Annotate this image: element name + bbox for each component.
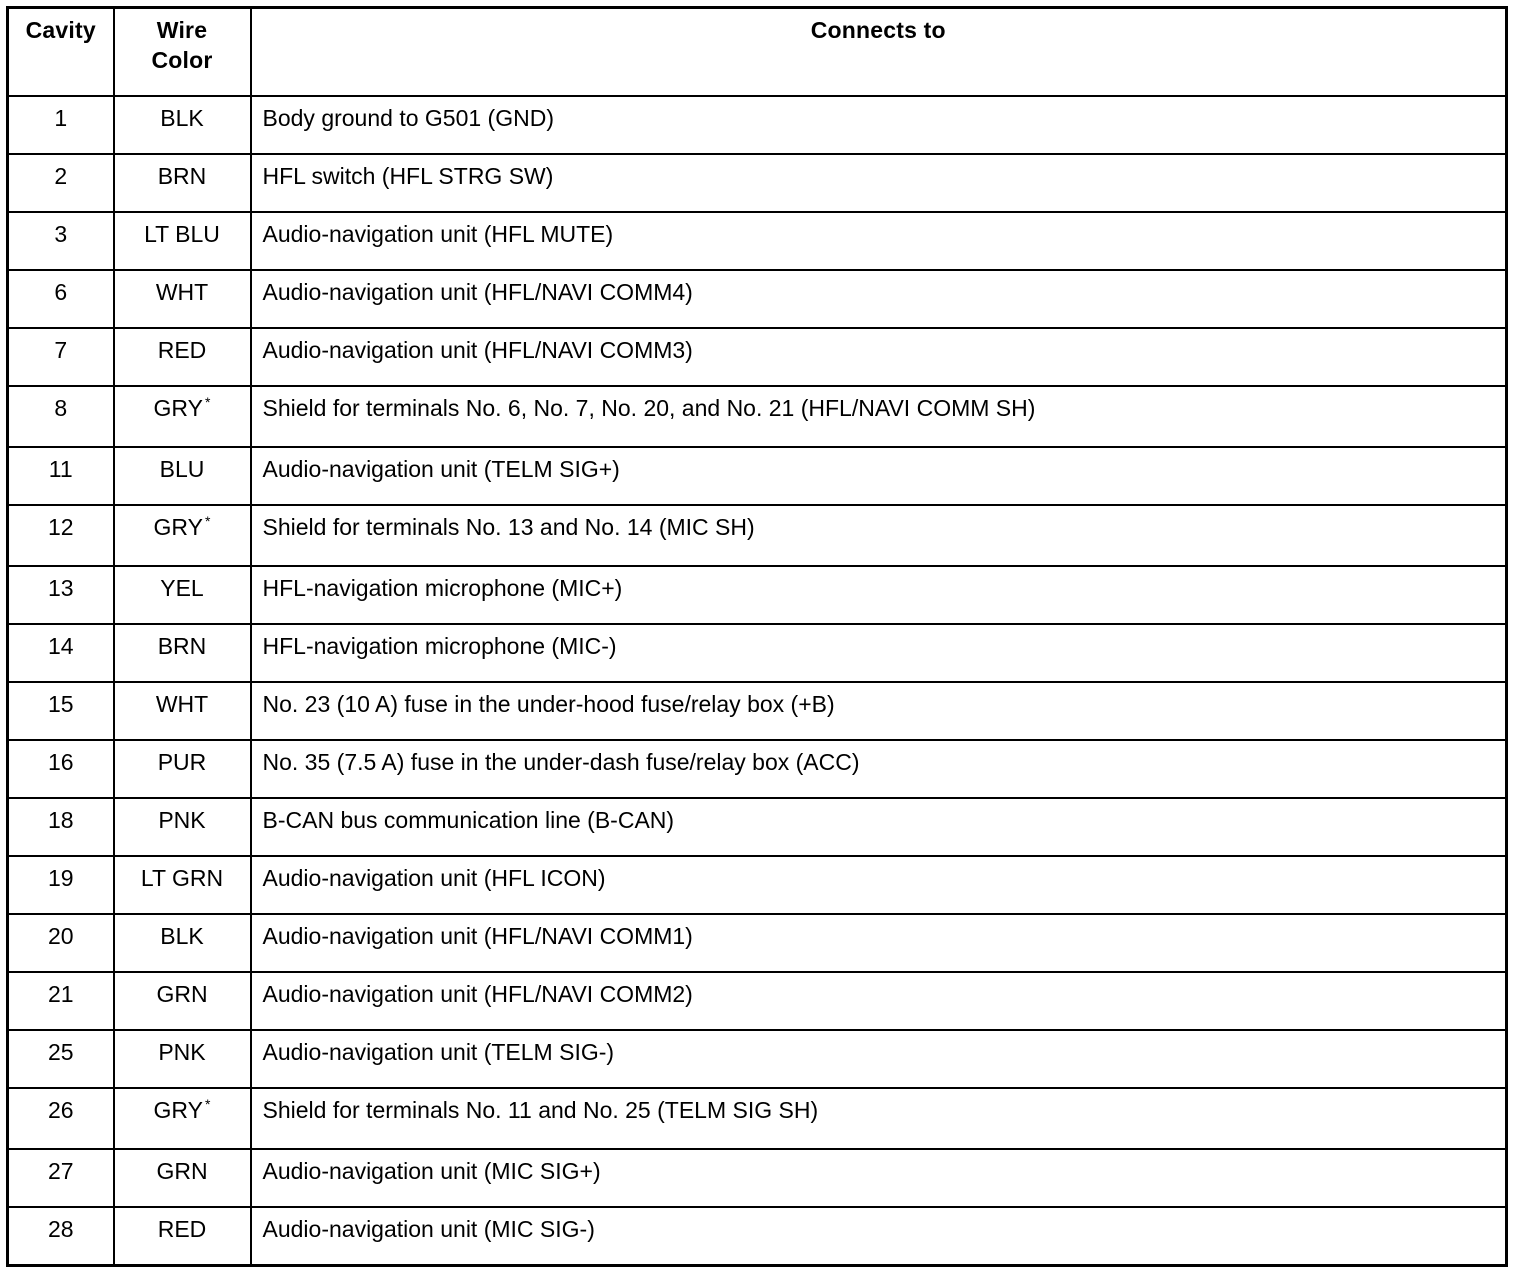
connects-to-cell: Audio-navigation unit (HFL/NAVI COMM2) <box>251 972 1507 1030</box>
cavity-cell: 1 <box>8 96 114 154</box>
table-row <box>8 624 1507 682</box>
shield-note-asterisk: * <box>204 513 211 530</box>
header-cavity: Cavity <box>8 8 114 97</box>
connects-to-cell: Shield for terminals No. 11 and No. 25 (TELM SIG SH) <box>251 1088 1507 1149</box>
cavity-cell: 19 <box>8 856 114 914</box>
table-row <box>8 1207 1507 1266</box>
wire-color-cell <box>114 682 251 740</box>
connects-to-cell: Body ground to G501 (GND) <box>251 96 1507 154</box>
connects-to-cell: Audio-navigation unit (HFL/NAVI COMM4) <box>251 270 1507 328</box>
connects-to-cell: Audio-navigation unit (MIC SIG+) <box>251 1149 1507 1207</box>
wire-color-label: BLK <box>160 923 204 949</box>
wire-color-cell <box>114 386 251 447</box>
wire-color-label: PUR <box>157 749 207 775</box>
wire-color-cell <box>114 624 251 682</box>
cavity-cell: 6 <box>8 270 114 328</box>
cavity-cell: 14 <box>8 624 114 682</box>
cavity-cell: 12 <box>8 505 114 566</box>
table-row <box>8 505 1507 566</box>
wire-color-label: GRY <box>153 395 203 421</box>
wire-color-label: GRN <box>156 1158 208 1184</box>
connects-to-cell: Audio-navigation unit (HFL/NAVI COMM1) <box>251 914 1507 972</box>
connects-to-cell: No. 35 (7.5 A) fuse in the under-dash fuse/relay box (ACC) <box>251 740 1507 798</box>
table-row <box>8 1149 1507 1207</box>
header-wire-color <box>114 8 251 97</box>
wire-color-cell <box>114 154 251 212</box>
wire-color-cell <box>114 270 251 328</box>
wire-color-cell <box>114 328 251 386</box>
wire-color-label: PNK <box>158 807 206 833</box>
wire-color-cell <box>114 1149 251 1207</box>
header-wire-color-line2: Color <box>151 47 213 73</box>
cavity-cell: 26 <box>8 1088 114 1149</box>
cavity-cell: 7 <box>8 328 114 386</box>
shield-note-asterisk: * <box>204 394 211 411</box>
wire-color-cell <box>114 505 251 566</box>
wire-color-label: RED <box>157 337 207 363</box>
wire-color-label: WHT <box>155 279 209 305</box>
cavity-cell: 21 <box>8 972 114 1030</box>
table-body <box>8 96 1507 1266</box>
table-row <box>8 972 1507 1030</box>
wire-color-label: PNK <box>158 1039 206 1065</box>
connects-to-cell: Audio-navigation unit (HFL/NAVI COMM3) <box>251 328 1507 386</box>
table-row <box>8 1088 1507 1149</box>
connects-to-cell: Audio-navigation unit (HFL ICON) <box>251 856 1507 914</box>
header-wire-color-line1: Wire <box>156 17 208 43</box>
table-row <box>8 798 1507 856</box>
cavity-cell: 18 <box>8 798 114 856</box>
table-row <box>8 447 1507 505</box>
wire-color-label: BRN <box>157 633 207 659</box>
table-row <box>8 740 1507 798</box>
table-row <box>8 856 1507 914</box>
shield-note-asterisk: * <box>204 1096 211 1113</box>
table-row <box>8 212 1507 270</box>
connects-to-cell: Shield for terminals No. 13 and No. 14 (MIC SH) <box>251 505 1507 566</box>
cavity-cell: 28 <box>8 1207 114 1266</box>
table-row <box>8 682 1507 740</box>
cavity-cell: 11 <box>8 447 114 505</box>
wire-color-cell <box>114 1207 251 1266</box>
wire-color-label: BLK <box>160 105 204 131</box>
connects-to-cell: No. 23 (10 A) fuse in the under-hood fuse/relay box (+B) <box>251 682 1507 740</box>
wire-color-cell <box>114 566 251 624</box>
connects-to-cell: HFL switch (HFL STRG SW) <box>251 154 1507 212</box>
cavity-cell: 25 <box>8 1030 114 1088</box>
cavity-cell: 8 <box>8 386 114 447</box>
wire-color-label: BRN <box>157 163 207 189</box>
connects-to-cell: Audio-navigation unit (HFL MUTE) <box>251 212 1507 270</box>
wire-color-cell <box>114 447 251 505</box>
wire-color-label: GRY <box>153 514 203 540</box>
wire-color-cell <box>114 96 251 154</box>
connector-pinout-table <box>6 6 1508 1267</box>
table-row <box>8 154 1507 212</box>
wire-color-cell <box>114 1088 251 1149</box>
cavity-cell: 3 <box>8 212 114 270</box>
header-row <box>8 8 1507 97</box>
connects-to-cell: Audio-navigation unit (TELM SIG-) <box>251 1030 1507 1088</box>
wire-color-cell <box>114 798 251 856</box>
wire-color-label: LT GRN <box>140 865 224 891</box>
wire-color-label: BLU <box>159 456 205 482</box>
connects-to-cell: Shield for terminals No. 6, No. 7, No. 20, and No. 21 (HFL/NAVI COMM SH) <box>251 386 1507 447</box>
cavity-cell: 20 <box>8 914 114 972</box>
wire-color-label: GRY <box>153 1097 203 1123</box>
connects-to-cell: Audio-navigation unit (MIC SIG-) <box>251 1207 1507 1266</box>
table-row <box>8 386 1507 447</box>
table-row <box>8 566 1507 624</box>
connects-to-cell: Audio-navigation unit (TELM SIG+) <box>251 447 1507 505</box>
wire-color-cell <box>114 740 251 798</box>
wire-color-cell <box>114 914 251 972</box>
cavity-cell: 13 <box>8 566 114 624</box>
table-row <box>8 96 1507 154</box>
wire-color-label: RED <box>157 1216 207 1242</box>
table-row <box>8 1030 1507 1088</box>
connects-to-cell: HFL-navigation microphone (MIC+) <box>251 566 1507 624</box>
cavity-cell: 2 <box>8 154 114 212</box>
cavity-cell: 16 <box>8 740 114 798</box>
table-row <box>8 270 1507 328</box>
wire-color-cell <box>114 972 251 1030</box>
wire-color-label: GRN <box>156 981 208 1007</box>
table-row <box>8 914 1507 972</box>
wire-color-label: LT BLU <box>144 221 220 247</box>
wire-color-cell <box>114 212 251 270</box>
connects-to-cell: B-CAN bus communication line (B-CAN) <box>251 798 1507 856</box>
table-row <box>8 328 1507 386</box>
wire-color-cell <box>114 1030 251 1088</box>
wire-color-label: YEL <box>160 575 204 601</box>
cavity-cell: 15 <box>8 682 114 740</box>
cavity-cell: 27 <box>8 1149 114 1207</box>
connects-to-cell: HFL-navigation microphone (MIC-) <box>251 624 1507 682</box>
wire-color-cell <box>114 856 251 914</box>
wire-color-label: WHT <box>155 691 209 717</box>
header-connects-to: Connects to <box>251 8 1507 97</box>
